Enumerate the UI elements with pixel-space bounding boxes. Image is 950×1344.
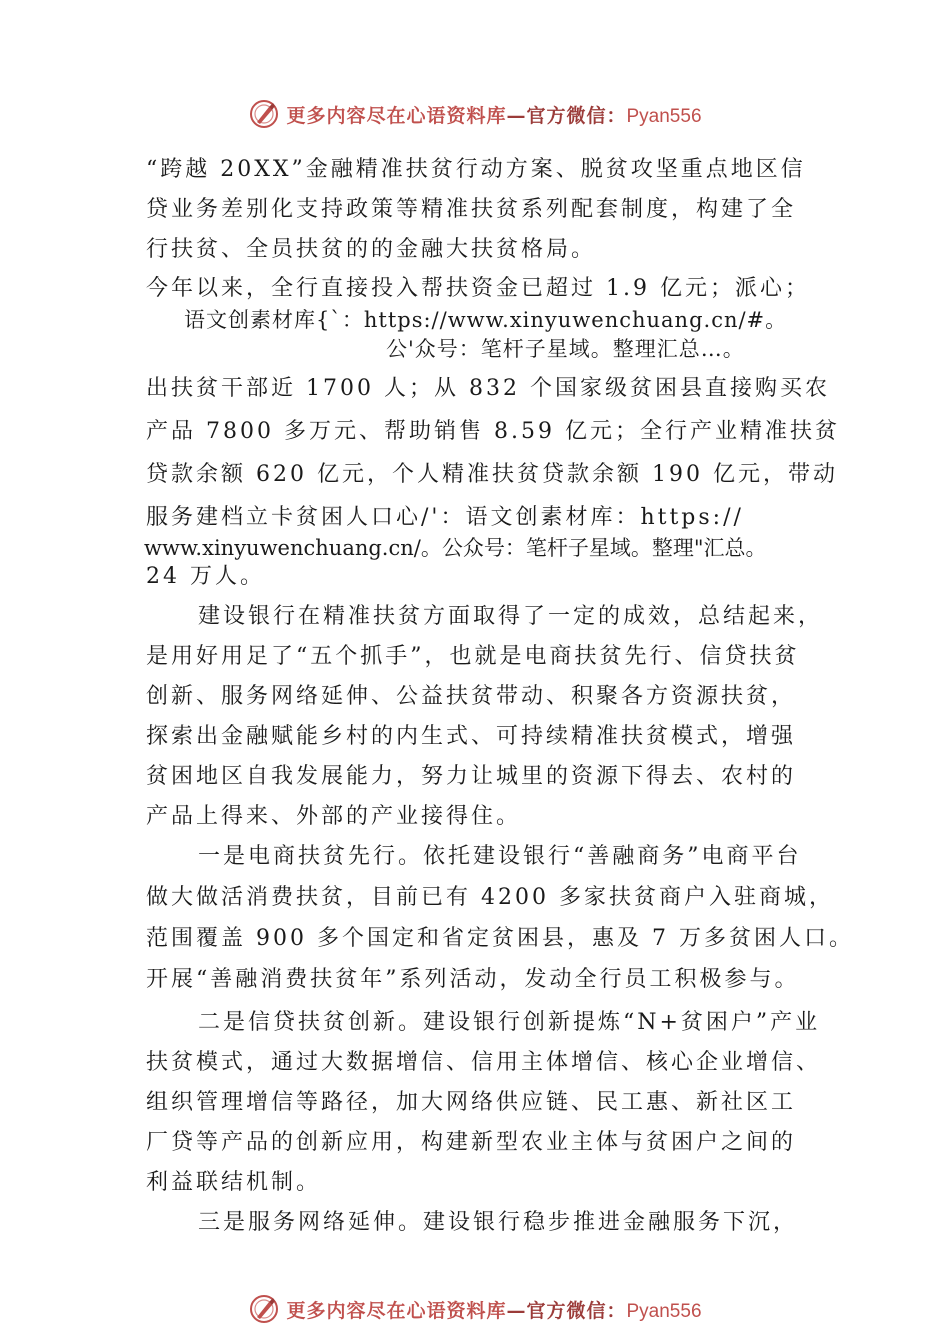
banner-title: 更多内容尽在心语资料库 (286, 1299, 507, 1322)
text-line: 服务建档立卡贫困人口心/'：语文创素材库：https:// (146, 505, 744, 530)
banner-wechat-id: Pyan556 (626, 1300, 702, 1322)
footer-banner (0, 1289, 950, 1329)
text-line: 探索出金融赋能乡村的内生式、可持续精准扶贫模式，增强 (146, 724, 797, 749)
text-line: 建设银行在精准扶贫方面取得了一定的成效，总结起来， (198, 604, 824, 629)
text-line: 产品 7800 多万元、帮助销售 8.59 亿元；全行产业精准扶贫 (146, 419, 840, 444)
banner-wechat-label: —官方微信： (506, 104, 627, 127)
banner-wechat-label: —官方微信： (506, 1299, 627, 1322)
banner-title: 更多内容尽在心语资料库 (286, 104, 507, 127)
pen-nib-logo-icon (248, 98, 280, 130)
text-line: 范围覆盖 900 多个国定和省定贫困县，惠及 7 万多贫困人口。 (146, 926, 854, 951)
text-line: 贷款余额 620 亿元，个人精准扶贫贷款余额 190 亿元，带动 (146, 462, 838, 487)
text-line: 厂贷等产品的创新应用，构建新型农业主体与贫困户之间的 (146, 1130, 797, 1155)
text-line: 行扶贫、全员扶贫的的金融大扶贫格局。 (146, 237, 597, 262)
text-line: “跨越 20XX”金融精准扶贫行动方案、脱贫攻坚重点地区信 (146, 157, 806, 182)
header-banner (0, 94, 950, 134)
text-line: 创新、服务网络延伸、公益扶贫带动、积聚各方资源扶贫， (146, 684, 797, 709)
banner-wechat-id: Pyan556 (626, 105, 702, 127)
text-line: 出扶贫干部近 1700 人；从 832 个国家级贫困县直接购买农 (146, 376, 830, 401)
text-line: 组织管理增信等路径，加大网络供应链、民工惠、新社区工 (146, 1090, 797, 1115)
text-line: 今年以来，全行直接投入帮扶资金已超过 1.9 亿元；派心； (146, 276, 810, 301)
banner-text (286, 1296, 701, 1323)
text-line: 二是信贷扶贫创新。建设银行创新提炼“N+贫困户”产业 (198, 1010, 821, 1035)
text-line: 贫困地区自我发展能力，努力让城里的资源下得去、农村的 (146, 764, 797, 789)
text-line: 扶贫模式，通过大数据增信、信用主体增信、核心企业增信、 (146, 1050, 822, 1075)
text-line: 做大做活消费扶贫，目前已有 4200 多家扶贫商户入驻商城， (146, 885, 834, 910)
text-line: 三是服务网络延伸。建设银行稳步推进金融服务下沉， (198, 1210, 799, 1235)
text-line: 公'众号：笔杆子星域。整理汇总…。 (386, 337, 745, 361)
text-line: 24 万人。 (146, 564, 265, 589)
text-line: 是用好用足了“五个抓手”，也就是电商扶贫先行、信贷扶贫 (146, 644, 800, 669)
banner-text (286, 101, 701, 128)
text-line: www.xinyuwenchuang.cn/。公众号：笔杆子星域。整理"汇总。 (144, 536, 767, 560)
text-line: 利益联结机制。 (146, 1170, 322, 1195)
pen-nib-logo-icon (248, 1293, 280, 1325)
text-line: 贷业务差别化支持政策等精准扶贫系列配套制度，构建了全 (146, 197, 797, 222)
text-line: 语文创素材库{`：https://www.xinyuwenchuang.cn/#。 (184, 308, 788, 332)
text-line: 开展“善融消费扶贫年”系列活动，发动全行员工积极参与。 (146, 967, 800, 992)
text-line: 一是电商扶贫先行。依托建设银行“善融商务”电商平台 (198, 844, 802, 869)
text-line: 产品上得来、外部的产业接得住。 (146, 804, 522, 829)
